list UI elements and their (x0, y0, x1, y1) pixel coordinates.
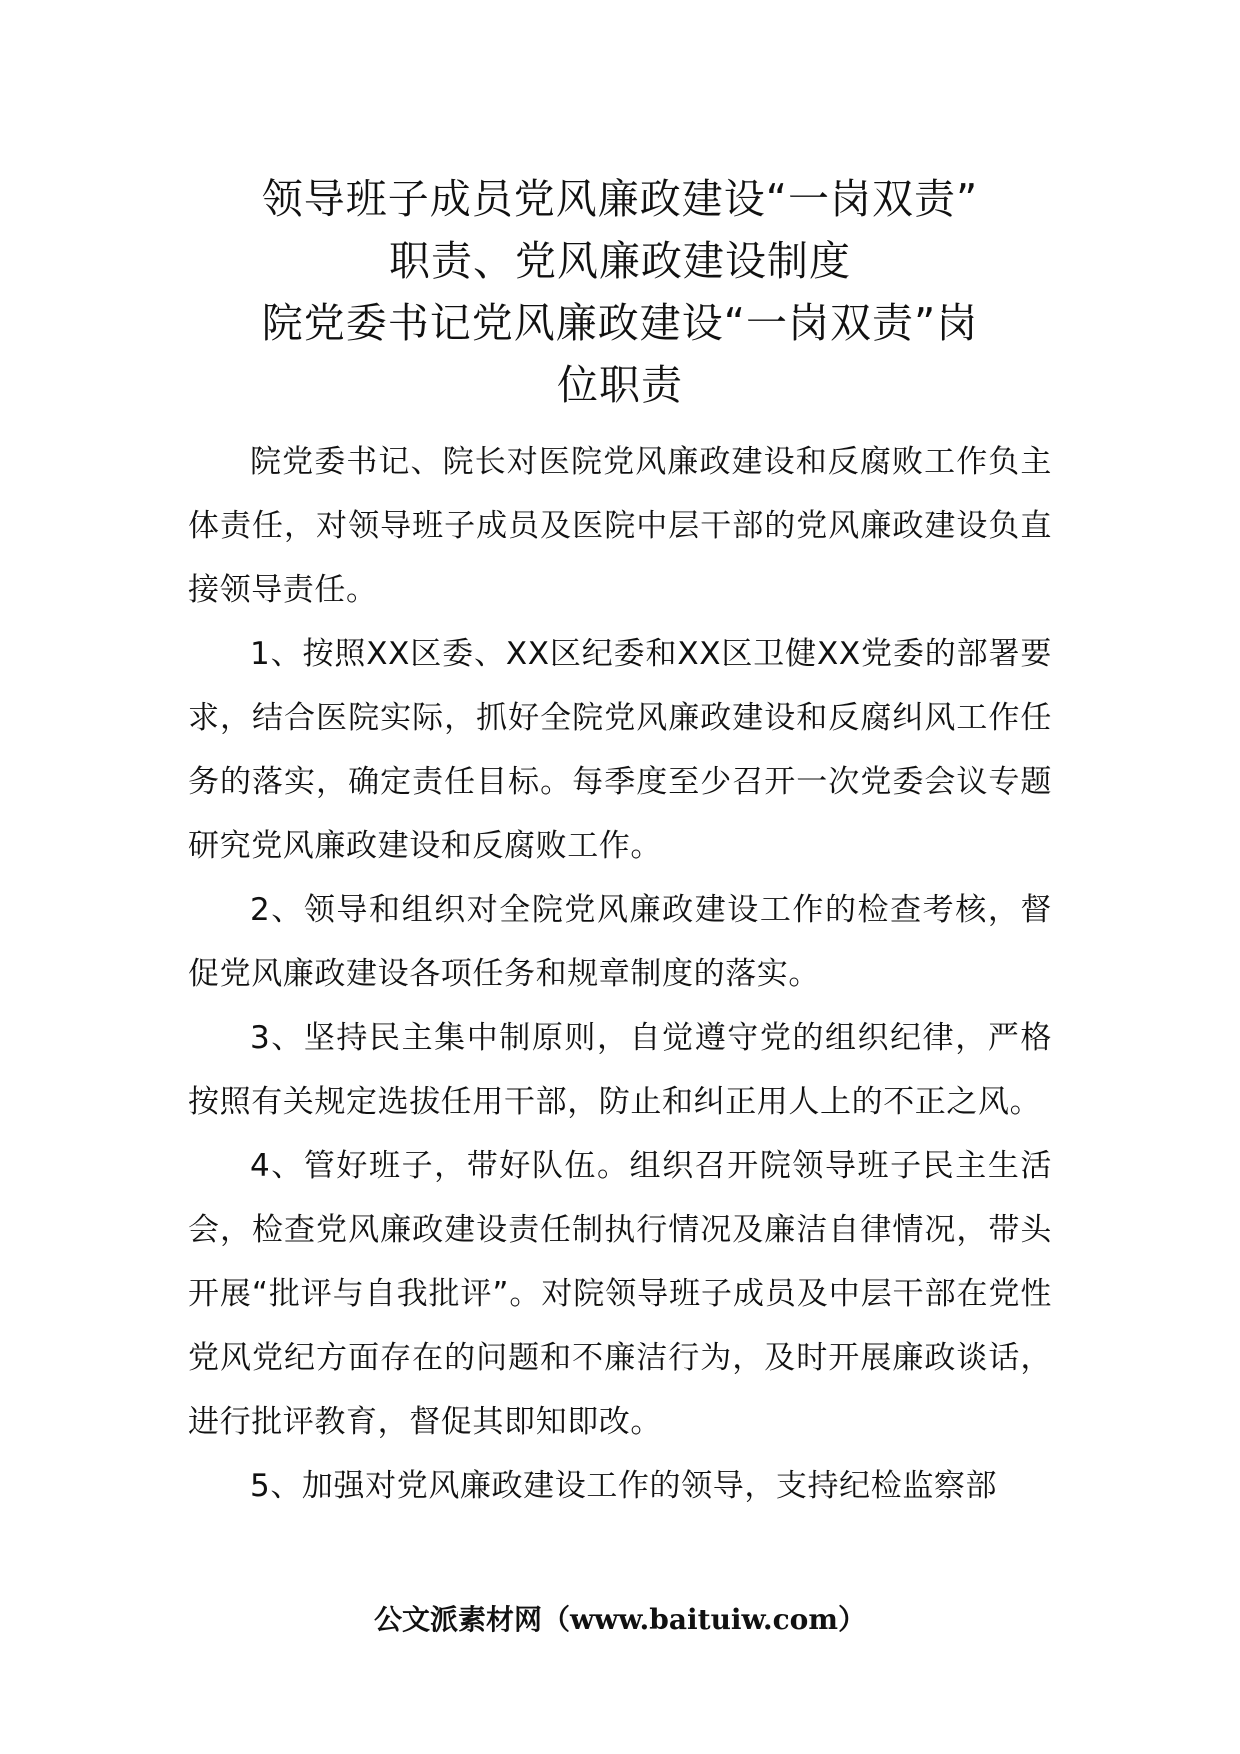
duty-item-4: 4、管好班子，带好队伍。组织召开院领导班子民主生活会，检查党风廉政建设责任制执行情况及廉洁自律情况，带头开展“批评与自我批评”。对院领导班子成员及中层干部在党性党风党纪方面存在的问题和不廉洁行为，及时开展廉政谈话，进行批评教育，督促其即知即改。 (188, 1148, 1052, 1440)
title-line-4: 位职责 (557, 361, 683, 409)
footer-watermark: 公文派素材网（www.baituiw.com） (374, 1603, 866, 1636)
duty-item-1: 1、按照XX区委、XX区纪委和XX区卫健XX党委的部署要求，结合医院实际，抓好全院党风廉政建设和反腐纠风工作任务的落实，确定责任目标。每季度至少召开一次党委会议专题研究党风廉政建设和反腐败工作。 (188, 636, 1052, 864)
duty-item-2: 2、领导和组织对全院党风廉政建设工作的检查考核，督促党风廉政建设各项任务和规章制度的落实。 (188, 892, 1052, 992)
duty-item-3: 3、坚持民主集中制原则，自觉遵守党的组织纪律，严格按照有关规定选拔任用干部，防止和纠正用人上的不正之风。 (188, 1020, 1052, 1120)
title-line-3: 院党委书记党风廉政建设“一岗双责”岗 (261, 299, 979, 347)
intro-paragraph: 院党委书记、院长对医院党风廉政建设和反腐败工作负主体责任，对领导班子成员及医院中层干部的党风廉政建设负直接领导责任。 (188, 444, 1052, 608)
title-line-2: 职责、党风廉政建设制度 (389, 237, 851, 285)
duty-item-5: 5、加强对党风廉政建设工作的领导，支持纪检监察部 (250, 1468, 998, 1504)
document-title (150, 168, 1090, 416)
document-body (188, 430, 1052, 1518)
title-line-1: 领导班子成员党风廉政建设“一岗双责” (261, 175, 979, 223)
